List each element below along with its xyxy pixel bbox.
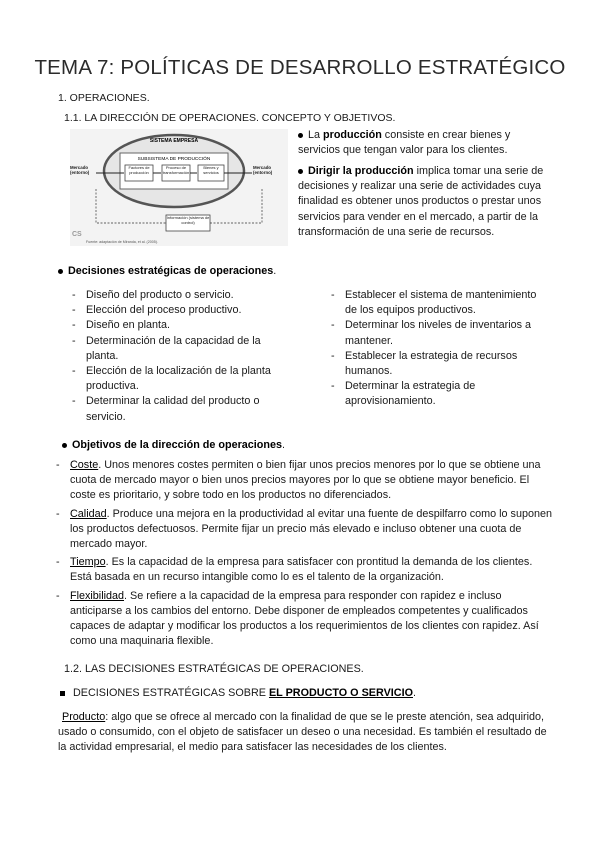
figure-source: Fuente: adaptación de Miranda, et al. (2005). — [86, 240, 158, 244]
production-system-diagram — [70, 129, 288, 246]
dirigir-term: Dirigir la producción — [308, 165, 414, 177]
bienes-text: Bienes y servicios — [203, 166, 219, 175]
produccion-pre: La — [308, 129, 324, 141]
empresa-label: SISTEMA EMPRESA — [149, 138, 199, 144]
list-item: - Diseño del producto o servicio. — [70, 288, 280, 303]
objetivo-text: . Produce una mejora en la productividad al evitar una fuente de despilfarro como lo suponen los productos defectuosos. Permite fijar un precio más elevado e incluso obtener una cuota de mercado mayor. — [70, 507, 552, 551]
bullet-icon — [298, 169, 303, 174]
produccion-text: consiste en crear bienes y servicios que tengan valor para los clientes. — [298, 129, 511, 157]
bullet-icon — [298, 133, 303, 138]
objetivos-list — [54, 458, 552, 649]
diagram-svg — [70, 129, 288, 246]
dirigir-text: implica tomar una serie de decisiones y realizar una serie de actividades cuya finalidad es obtener unos productos o prestar unos servicios para vender en el mercado, a partir de la transformación de una serie de recursos. — [298, 165, 544, 238]
objetivo-term: Flexibilidad — [70, 589, 125, 602]
list-item: - Diseño en planta. — [70, 318, 280, 333]
objetivos-heading: Objetivos de la dirección de operaciones. — [62, 438, 285, 453]
sobre-pre: DECISIONES ESTRATÉGICAS SOBRE — [73, 687, 269, 699]
objetivos-heading-text: Objetivos de la dirección de operaciones — [72, 439, 283, 451]
produccion-definition — [298, 128, 548, 158]
produccion-term: producción — [323, 129, 382, 141]
objetivo-item — [54, 507, 552, 553]
producto-servicio-heading — [60, 686, 416, 701]
sobre-post: . — [412, 687, 416, 699]
decisiones-list-left — [70, 288, 280, 425]
objetivo-term: Coste — [70, 459, 99, 471]
factores-text: Factores de producción — [128, 166, 150, 175]
list-item: - Elección del proceso productivo. — [70, 303, 280, 318]
list-item: - Determinar la estrategia de aprovisionamiento. — [329, 379, 551, 409]
dirigir-definition — [298, 164, 550, 240]
objetivo-text: . Unos menores costes permiten o bien fijar unos precios menores por lo que se obtiene una cuota de mercado mayor o bien unos precios mayores por lo que se obtiene mayor beneficio. El coste es prioritario, y sobre todo en los productos no diferenciados. — [70, 459, 541, 502]
mercado-right-label: Mercado (entorno) — [253, 165, 273, 175]
producto-text: : algo que se ofrece al mercado con la finalidad de que se le preste atención, sea adquirido, usado o consumido, con el objeto de satisfacer un deseo o una necesidad. Es también el resultado de la actividad empresarial, el medio para satisfacer las necesidades de los clientes. — [58, 711, 547, 754]
subsection-heading-direccion: 1.1. LA DIRECCIÓN DE OPERACIONES. CONCEPTO Y OBJETIVOS. — [64, 112, 396, 124]
decisiones-list-right — [329, 288, 551, 410]
decisiones-heading-text: Decisiones estratégicas de operaciones — [68, 265, 274, 277]
objetivo-item — [54, 458, 552, 504]
cs-tag: CS — [72, 231, 82, 238]
list-item: - Elección de la localización de la planta productiva. — [70, 364, 280, 394]
section-heading-operaciones: 1. OPERACIONES. — [58, 92, 150, 104]
bullet-icon — [62, 443, 67, 448]
list-item: - Establecer la estrategia de recursos humanos. — [329, 349, 551, 379]
informacion-text: Información (sistema de control) — [166, 216, 210, 225]
square-bullet-icon — [60, 691, 65, 696]
list-item: - Determinación de la capacidad de la planta. — [70, 334, 280, 364]
objetivo-text: . Se refiere a la capacidad de la empresa para responder con rapidez e incluso anticiparse a los cambios del entorno. Debe disponer de empleados competentes y cualificados capaces de adaptar y modificar los productos a los requerimientos de los clientes con rapidez. Así como una maquinaria flexible. — [70, 589, 539, 648]
bullet-icon — [58, 269, 63, 274]
objetivo-item — [54, 589, 552, 650]
subsection-heading-decisiones: 1.2. LAS DECISIONES ESTRATÉGICAS DE OPERACIONES. — [64, 663, 364, 675]
proceso-text: Proceso de transformación — [162, 166, 190, 175]
decisiones-heading: Decisiones estratégicas de operaciones. — [58, 264, 276, 279]
objetivo-term: Calidad — [70, 507, 107, 520]
producto-term: Producto — [62, 711, 106, 723]
mercado-left-label: Mercado (entorno) — [70, 165, 90, 175]
list-item: - Determinar la calidad del producto o servicio. — [70, 394, 280, 424]
objetivo-term: Tiempo — [70, 556, 106, 569]
objetivo-item — [54, 555, 552, 585]
objetivo-text: . Es la capacidad de la empresa para satisfacer con prontitud la demanda de los clientes. Está basada en un recurso intangible como lo es el talento de la organización. — [70, 556, 533, 584]
subsistema-label: SUBSISTEMA DE PRODUCCIÓN — [137, 157, 211, 162]
producto-definition — [58, 710, 552, 756]
list-item: - Determinar los niveles de inventarios a mantener. — [329, 318, 551, 348]
page-title: TEMA 7: POLÍTICAS DE DESARROLLO ESTRATÉGICO — [34, 56, 566, 79]
sobre-bold: EL PRODUCTO O SERVICIO — [268, 687, 413, 699]
list-item: - Establecer el sistema de mantenimiento de los equipos productivos. — [329, 288, 551, 318]
